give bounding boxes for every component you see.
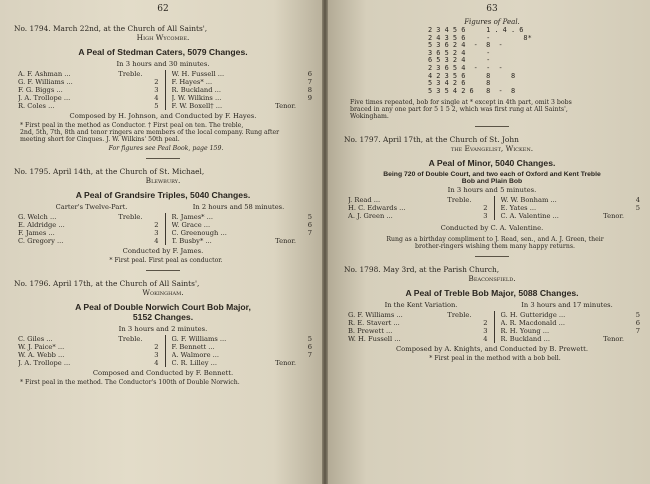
ringer-name: W. H. Fussell ... xyxy=(171,70,225,78)
ringer-name: F. G. Biggs ... xyxy=(18,86,63,94)
ringer-position-label: Treble. xyxy=(118,213,143,221)
ringer-row xyxy=(172,359,313,367)
ringers-col-left xyxy=(18,213,159,245)
ringer-bell-number: 3 xyxy=(154,86,159,94)
ringer-name: G. Welch ... xyxy=(18,213,57,221)
ringer-name: J. Read ... xyxy=(348,196,381,205)
ringers-col-right xyxy=(172,213,313,245)
ringer-name: F. W. Boxell† ... xyxy=(171,102,223,110)
peal-1796-footnotes: * First peal in the method. The Conductor's 100th of Double Norwich. xyxy=(20,379,240,386)
ringer-bell-number: 5 xyxy=(307,213,312,221)
ringer-name: A. Walmore ... xyxy=(171,351,220,359)
ringer-bell-number: 3 xyxy=(154,229,159,237)
ringer-name: W. Grace ... xyxy=(171,221,211,229)
ringer-position-label: Tenor. xyxy=(275,237,296,245)
ringer-bell-number: 2 xyxy=(483,204,488,213)
figures-title: Figures of Peal. xyxy=(464,18,520,26)
peal-1794-title: A Peal of Stedman Caters, 5079 Changes. xyxy=(78,47,248,57)
peal-1795-title: A Peal of Grandsire Triples, 5040 Changes. xyxy=(75,190,251,200)
ringer-bell-number: 5 xyxy=(154,102,159,110)
ringer-bell-number: 9 xyxy=(307,94,312,102)
ringer-position-label xyxy=(594,204,624,212)
ringer-row xyxy=(501,196,641,204)
ringer-row xyxy=(501,319,641,327)
ringer-bell-number: 4 xyxy=(154,94,159,102)
figure-row: 3 6 5 2 4 - xyxy=(428,48,491,57)
ringer-name: A. F. Ashman ... xyxy=(18,70,71,78)
ringer-position-label: Treble. xyxy=(447,311,472,320)
peal-1798-footnotes: * First peal in the method with a bob bell. xyxy=(429,355,561,363)
ringer-bell-number xyxy=(143,213,159,221)
ringer-name: E. Aldridge ... xyxy=(18,221,65,229)
ringer-row xyxy=(18,86,159,94)
ringer-name: R. Coles ... xyxy=(18,102,55,110)
ringer-row xyxy=(18,335,159,343)
ringer-position-label xyxy=(266,86,296,94)
ringers-col-left xyxy=(348,311,488,343)
ringer-position-label xyxy=(113,78,143,86)
peal-1795-ringers xyxy=(18,213,312,245)
peal-1797-title: A Peal of Minor, 5040 Changes. xyxy=(428,158,556,169)
ringer-bell-number: 5 xyxy=(307,335,312,343)
peal-1794-figures-note: For figures see Peal Book, page 159. xyxy=(108,145,224,152)
ringer-name: R. H. Young ... xyxy=(500,327,550,336)
ringer-position-label xyxy=(266,70,296,78)
peal-1794 xyxy=(14,24,312,152)
ringers-col-right xyxy=(501,311,641,343)
ringer-bell-number: 6 xyxy=(307,221,312,229)
peal-1795-heading: No. 1795. April 14th, at the Church of St. Michael, Blewbury. xyxy=(14,167,205,185)
ringer-row xyxy=(18,102,159,110)
peal-1797 xyxy=(344,135,640,250)
ringer-row xyxy=(348,335,488,343)
peal-1796-composed: Composed and Conducted by F. Bennett. xyxy=(92,369,234,377)
ringer-row xyxy=(348,319,488,327)
ringers-divider xyxy=(165,213,166,245)
ringer-bell-number: 3 xyxy=(483,327,488,336)
ringer-row xyxy=(18,213,159,221)
figure-row: 6 5 3 2 4 - xyxy=(428,56,491,65)
peal-1798-ringers xyxy=(348,311,640,343)
ringer-bell-number xyxy=(624,212,640,220)
ringer-position-label xyxy=(266,78,296,86)
ringer-bell-number: 6 xyxy=(307,343,312,351)
ringer-bell-number: 6 xyxy=(635,319,640,328)
ringer-name: G. F. Williams ... xyxy=(348,311,403,320)
ringer-name: R. Buckland ... xyxy=(500,335,551,344)
ringer-position-label: Treble. xyxy=(447,196,472,205)
ringer-row xyxy=(172,351,313,359)
ringer-name: C. A. Valentine ... xyxy=(500,212,559,221)
ringer-name: F. James ... xyxy=(18,229,55,237)
ringer-bell-number: 5 xyxy=(635,311,640,320)
ringer-row xyxy=(348,327,488,335)
ringer-bell-number: 7 xyxy=(307,351,312,359)
ringer-position-label xyxy=(266,335,296,343)
ringer-name: C. R. Lilley ... xyxy=(171,359,218,367)
ringers-col-right xyxy=(501,196,641,220)
peal-1795 xyxy=(14,167,312,264)
ringers-col-left xyxy=(18,70,159,110)
ringer-row xyxy=(18,78,159,86)
ringer-row xyxy=(172,86,313,94)
ringers-col-left xyxy=(18,335,159,367)
section-divider xyxy=(146,158,180,159)
ringer-row xyxy=(501,311,641,319)
peal-1796-heading: No. 1796. April 17th, at the Church of All Saints', Wokingham. xyxy=(14,279,200,297)
ringer-row xyxy=(172,70,313,78)
peal-1797-duration: In 3 hours and 5 minutes. xyxy=(447,186,537,195)
peal-1797-footnotes: Rung as a birthday compliment to J. Read, sen., and A. J. Green, their brother-ringers wishing them many happy returns. xyxy=(386,236,604,251)
ringer-position-label xyxy=(266,343,296,351)
ringer-name: R. Buckland ... xyxy=(171,86,222,94)
peal-1796 xyxy=(14,279,312,386)
ringer-bell-number xyxy=(296,237,312,245)
ringer-position-label xyxy=(442,212,472,220)
figures-note: Five times repeated, bob for single at * except in 4th part, omit 3 bobs braced in any one part for 5 1 5 2, which was first rung at All Saints', Wokingham. xyxy=(350,99,572,121)
peal-1798-subline: In the Kent Variation. In 3 hours and 17 minutes. xyxy=(384,301,613,310)
figure-row: 2 3 4 5 6 1 . 4 . 6 xyxy=(428,26,524,34)
peal-1798-heading: No. 1798. May 3rd, at the Parish Church, Beaconsfield. xyxy=(344,265,516,284)
ringer-bell-number: 2 xyxy=(483,319,488,328)
ringer-position-label xyxy=(266,351,296,359)
ringer-name: R. James* ... xyxy=(171,213,214,221)
ringer-position-label xyxy=(266,221,296,229)
figure-row: 5 3 5 4 2 6 8 - 8 xyxy=(428,86,516,95)
figure-row: 5 3 4 2 6 8 xyxy=(428,79,491,88)
ringer-bell-number xyxy=(296,359,312,367)
ringer-name: G. F. Williams ... xyxy=(171,335,227,343)
ringer-bell-number xyxy=(472,196,488,204)
ringer-bell-number: 4 xyxy=(483,335,488,344)
ringer-row xyxy=(18,343,159,351)
ringer-row xyxy=(172,335,313,343)
ringer-bell-number xyxy=(472,311,488,319)
ringer-name: W. A. Webb ... xyxy=(18,351,65,359)
ringer-position-label xyxy=(266,213,296,221)
ringer-position-label xyxy=(442,204,472,212)
ringer-position-label: Tenor. xyxy=(275,102,296,110)
ringer-name: F. Bennett ... xyxy=(171,343,215,351)
ringer-name: W. H. Fussell ... xyxy=(348,335,401,344)
ringer-row xyxy=(172,229,313,237)
ringer-position-label xyxy=(113,343,143,351)
ringer-row xyxy=(172,213,313,221)
ringer-row xyxy=(348,204,488,212)
ringer-row xyxy=(18,221,159,229)
peal-1797-ringers xyxy=(348,196,640,220)
peal-1796-duration: In 3 hours and 2 minutes. xyxy=(118,325,208,333)
peal-1795-footnotes: * First peal. First peal as conductor. xyxy=(109,257,223,264)
ringer-bell-number: 2 xyxy=(154,343,159,351)
ringer-row xyxy=(172,343,313,351)
ringer-row xyxy=(18,229,159,237)
peal-1794-duration: In 3 hours and 30 minutes. xyxy=(116,60,210,68)
ringer-position-label xyxy=(266,229,296,237)
figure-row: 2 4 3 5 6 - 8* xyxy=(428,33,532,42)
ringer-position-label xyxy=(113,237,143,245)
ringer-row xyxy=(501,204,641,212)
ringer-name: J. A. Trollope ... xyxy=(18,359,71,367)
figure-row: 5 3 6 2 4 - 8 - xyxy=(428,41,503,50)
peal-1797-heading: No. 1797. April 17th, at the Church of St. John the Evangelist, Wicken. xyxy=(344,135,534,154)
ringer-row xyxy=(172,237,313,245)
ringers-divider xyxy=(494,196,495,220)
page-number-left: 62 xyxy=(157,4,169,14)
ringer-row xyxy=(172,78,313,86)
ringers-col-left xyxy=(348,196,488,220)
ringer-position-label: Treble. xyxy=(118,70,143,78)
ringer-position-label xyxy=(594,319,624,327)
ringer-name: C. Gregory ... xyxy=(18,237,64,245)
ringer-position-label xyxy=(442,319,472,327)
ringer-row xyxy=(18,94,159,102)
peal-1798-composed: Composed by A. Knights, and Conducted by B. Prewett. xyxy=(395,345,589,354)
right-page xyxy=(328,0,650,484)
ringer-bell-number xyxy=(143,70,159,78)
ringer-row xyxy=(501,327,641,335)
peal-1795-composed: Conducted by F. James. xyxy=(122,247,204,255)
ringer-position-label xyxy=(113,94,143,102)
ringer-position-label xyxy=(113,86,143,94)
peal-1794-footnotes: * First peal in the method as Conductor. † First peal on ten. The treble, 2nd, 5th, 7th, 8th and tenor ringers are members of the local company. Rung after meeting short for Cinques. J. W. Wilkins' 50th peal. xyxy=(20,122,280,143)
section-divider xyxy=(475,256,509,257)
ringer-position-label xyxy=(113,102,143,110)
ringer-name: C. Greenough ... xyxy=(171,229,227,237)
left-page xyxy=(0,0,322,484)
ringer-bell-number: 7 xyxy=(635,327,640,336)
peal-1796-title: A Peal of Double Norwich Court Bob Major, xyxy=(75,302,251,312)
ringer-name: F. Hayes* ... xyxy=(171,78,213,86)
ringers-col-right xyxy=(172,335,313,367)
ringer-name: E. Yates ... xyxy=(500,204,537,213)
ringer-position-label xyxy=(594,327,624,335)
ringer-name: B. Prewett ... xyxy=(348,327,393,336)
ringer-name: A. R. Macdonald ... xyxy=(500,319,565,328)
ringer-bell-number: 2 xyxy=(154,221,159,229)
ringer-row xyxy=(18,351,159,359)
page-number-right: 63 xyxy=(486,4,498,14)
ringer-row xyxy=(18,359,159,367)
figure-row: 4 2 3 5 6 8 8 xyxy=(428,71,516,80)
ringer-position-label xyxy=(113,351,143,359)
ringer-name: T. Busby* ... xyxy=(171,237,212,245)
ringer-bell-number xyxy=(296,102,312,110)
ringer-name: J. W. Wilkins ... xyxy=(171,94,222,102)
ringer-position-label: Treble. xyxy=(118,335,143,343)
ringer-row xyxy=(172,102,313,110)
peal-1794-ringers xyxy=(18,70,312,110)
ringer-row xyxy=(501,212,641,220)
peal-1798 xyxy=(344,265,640,362)
ringers-divider xyxy=(165,335,166,367)
ringer-position-label xyxy=(442,335,472,343)
section-divider xyxy=(475,126,509,127)
ringer-row xyxy=(172,94,313,102)
figure-row: 2 3 6 5 4 - - - xyxy=(428,63,503,72)
ringer-position-label xyxy=(594,196,624,204)
ringer-bell-number: 4 xyxy=(154,359,159,367)
ringer-bell-number: 3 xyxy=(483,212,488,221)
ringer-row xyxy=(348,196,488,204)
ringer-bell-number: 6 xyxy=(307,70,312,78)
ringer-bell-number: 4 xyxy=(154,237,159,245)
peal-1798-title: A Peal of Treble Bob Major, 5088 Changes. xyxy=(405,288,579,299)
ringer-position-label xyxy=(113,229,143,237)
peal-1795-subline: Carter's Twelve-Part. In 2 hours and 58 minutes. xyxy=(55,203,285,211)
ringer-bell-number: 8 xyxy=(307,86,312,94)
ringer-name: J. A. Trollope ... xyxy=(18,94,71,102)
ringer-row xyxy=(501,335,641,343)
peal-1794-composed: Composed by H. Johnson, and Conducted by F. Hayes. xyxy=(69,112,257,120)
ringer-bell-number: 5 xyxy=(635,204,640,213)
ringer-name: C. Giles ... xyxy=(18,335,53,343)
ringer-bell-number: 2 xyxy=(154,78,159,86)
peal-1796-title-2: 5152 Changes. xyxy=(132,312,194,322)
ringer-position-label: Tenor. xyxy=(275,359,296,367)
ringer-row xyxy=(348,311,488,319)
peal-1796-ringers xyxy=(18,335,312,367)
ringer-bell-number: 7 xyxy=(307,78,312,86)
ringer-position-label xyxy=(266,94,296,102)
figures-of-peal xyxy=(428,27,640,95)
ringer-name: G. F. Williams ... xyxy=(18,78,73,86)
ringer-bell-number: 3 xyxy=(154,351,159,359)
peal-1797-composed: Conducted by C. A. Valentine. xyxy=(440,224,544,233)
ringer-name: H. C. Edwards ... xyxy=(348,204,406,213)
ringer-name: R. E. Stavert ... xyxy=(348,319,400,328)
ringers-divider xyxy=(165,70,166,110)
ringer-row xyxy=(348,212,488,220)
ringer-name: W. J. Paice* ... xyxy=(18,343,65,351)
ringer-name: G. H. Gutteridge ... xyxy=(500,311,566,320)
ringer-position-label: Tenor. xyxy=(603,212,624,221)
peal-1794-heading: No. 1794. March 22nd, at the Church of All Saints', High Wycombe. xyxy=(14,24,208,42)
ringer-bell-number xyxy=(143,335,159,343)
ringer-bell-number xyxy=(624,335,640,343)
ringer-name: W. W. Bonham ... xyxy=(500,196,557,205)
ringers-divider xyxy=(494,311,495,343)
ringer-position-label xyxy=(113,221,143,229)
ringer-name: A. J. Green ... xyxy=(348,212,393,221)
ringer-position-label xyxy=(442,327,472,335)
ringer-row xyxy=(172,221,313,229)
ringer-position-label xyxy=(113,359,143,367)
ringer-position-label: Tenor. xyxy=(603,335,624,344)
ringer-bell-number: 4 xyxy=(635,196,640,205)
peal-1797-variation: Being 720 of Double Court, and two each of Oxford and Kent Treble Bob and Plain Bob xyxy=(383,171,601,186)
ringer-row xyxy=(18,70,159,78)
ringer-row xyxy=(18,237,159,245)
ringer-position-label xyxy=(594,311,624,319)
ringer-bell-number: 7 xyxy=(307,229,312,237)
section-divider xyxy=(146,270,180,271)
ringers-col-right xyxy=(172,70,313,110)
